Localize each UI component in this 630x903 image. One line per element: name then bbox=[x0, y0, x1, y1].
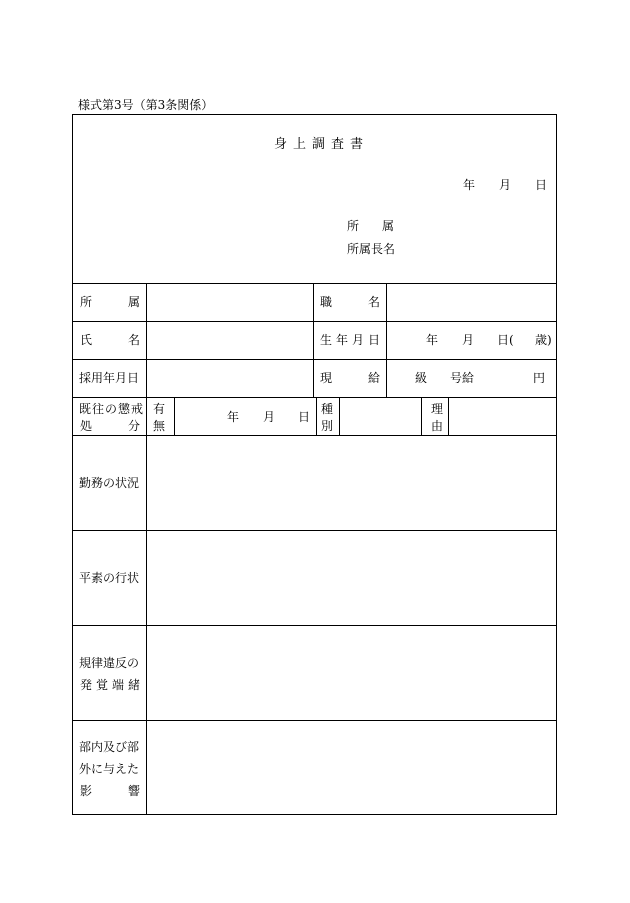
row-divider bbox=[72, 720, 557, 721]
col-divider bbox=[386, 283, 387, 397]
discipline-year-unit: 年 bbox=[227, 410, 240, 424]
header-affiliation-label: 所 属 bbox=[347, 219, 394, 233]
name-label: 氏 名 bbox=[80, 333, 140, 347]
row-divider bbox=[72, 283, 557, 284]
discipline-label-line2: 処 分 bbox=[80, 419, 140, 433]
age-unit: 歳) bbox=[535, 333, 552, 347]
row-divider bbox=[72, 321, 557, 322]
form-id: 様式第3号（第3条関係） bbox=[78, 98, 214, 112]
header-date-month: 月 bbox=[499, 178, 512, 192]
birth-date-label: 生 年 月 日 bbox=[320, 333, 380, 347]
type-label-line2: 別 bbox=[321, 419, 334, 433]
col-divider bbox=[146, 283, 147, 815]
birth-month-unit: 月 bbox=[462, 333, 475, 347]
salary-step-unit: 号給 bbox=[450, 371, 475, 385]
document-title: 身上調査書 bbox=[274, 137, 370, 152]
reason-label-line1: 理 bbox=[431, 402, 444, 416]
impact-label-line3: 影 響 bbox=[80, 784, 140, 798]
row-divider bbox=[72, 397, 557, 398]
impact-label-line1: 部内及び部 bbox=[79, 740, 140, 754]
salary-yen-unit: 円 bbox=[533, 371, 546, 385]
salary-grade-unit: 級 bbox=[415, 371, 428, 385]
discipline-month-unit: 月 bbox=[263, 410, 276, 424]
header-date-day: 日 bbox=[535, 178, 548, 192]
violation-label-line1: 規律違反の bbox=[79, 656, 140, 670]
hire-date-label: 採用年月日 bbox=[79, 371, 140, 385]
affiliation-label: 所 属 bbox=[80, 295, 140, 309]
salary-label: 現 給 bbox=[320, 371, 380, 385]
col-divider bbox=[421, 397, 422, 435]
row-divider bbox=[72, 435, 557, 436]
form-frame bbox=[72, 114, 557, 815]
presence-label-yes: 有 bbox=[153, 402, 166, 416]
reason-label-line2: 由 bbox=[431, 419, 444, 433]
col-divider bbox=[313, 283, 314, 397]
position-label: 職 名 bbox=[320, 295, 380, 309]
conduct-label: 平素の行状 bbox=[79, 571, 140, 585]
violation-label-line2: 発 覚 端 緒 bbox=[80, 678, 140, 692]
col-divider bbox=[316, 397, 317, 435]
col-divider bbox=[339, 397, 340, 435]
row-divider bbox=[72, 359, 557, 360]
discipline-day-unit: 日 bbox=[298, 410, 311, 424]
row-divider bbox=[72, 625, 557, 626]
discipline-label-line1: 既往の懲戒 bbox=[79, 402, 145, 416]
birth-year-unit: 年 bbox=[426, 333, 439, 347]
type-label-line1: 種 bbox=[321, 402, 334, 416]
impact-label-line2: 外に与えた bbox=[79, 762, 140, 776]
header-affiliation-head-label: 所属長名 bbox=[347, 242, 396, 256]
col-divider bbox=[448, 397, 449, 435]
row-divider bbox=[72, 530, 557, 531]
col-divider bbox=[174, 397, 175, 435]
work-status-label: 勤務の状況 bbox=[79, 476, 140, 490]
birth-day-unit: 日( bbox=[497, 333, 514, 347]
presence-label-no: 無 bbox=[153, 419, 166, 433]
header-date-year: 年 bbox=[463, 178, 476, 192]
